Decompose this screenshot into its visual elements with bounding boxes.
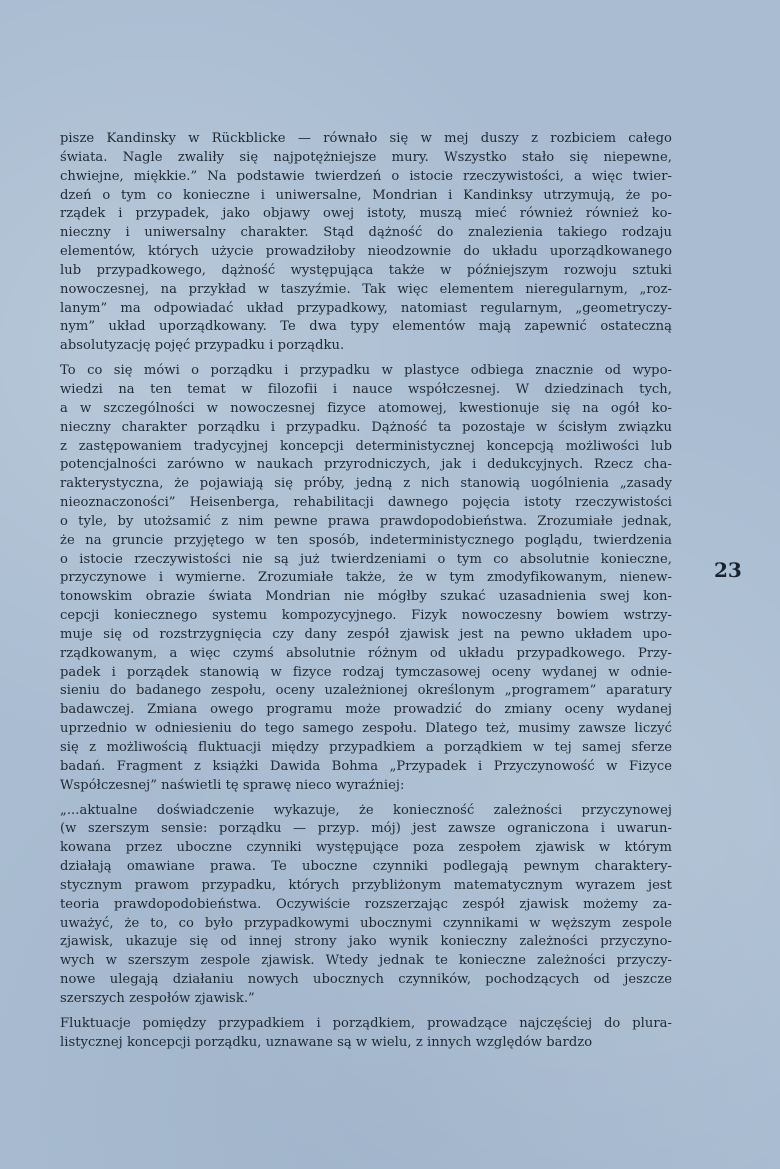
text-line: uważyć, że to, co było przypadkowymi ubocznymi czynnikami w węższym zespole (60, 915, 672, 931)
text-line: lub przypadkowego, dążność występująca także w późniejszym rozwoju sztuki (60, 262, 672, 278)
text-line: „...aktualne doświadczenie wykazuje, że konieczność zależności przyczynowej (60, 802, 672, 818)
text-line: przyczynowe i wymierne. Zrozumiałe także, że w tym zmodyfikowanym, nienew- (60, 570, 672, 586)
text-line: chwiejne, miękkie.” Na podstawie twierdzeń o istocie rzeczywistości, a więc twier- (60, 168, 672, 184)
paragraph (60, 1015, 672, 1053)
paragraph (60, 130, 672, 356)
text-line: padek i porządek stanowią w fizyce rodzaj tymczasowej oceny wydanej w odnie- (60, 664, 672, 680)
text-line: nieoznaczoności” Heisenberga, rehabilitacji dawnego pojęcia istoty rzeczywistości (60, 495, 672, 511)
text-line: listycznej koncepcji porządku, uznawane są w wielu, z innych względów bardzo (60, 1034, 593, 1050)
paragraph (60, 362, 672, 795)
text-line: badawczej. Zmiana owego programu może prowadzić do zmiany oceny wydanej (60, 702, 672, 718)
text-line: absolutyzację pojęć przypadku i porządku. (60, 338, 345, 354)
text-line: rakterystyczna, że pojawiają się próby, jedną z nich stanowią uogólnienia „zasady (60, 476, 672, 492)
body-text (60, 130, 672, 1053)
text-line: o tyle, by utożsamić z nim pewne prawa prawdopodobieństwa. Zrozumiałe jednak, (60, 513, 672, 529)
text-line: o istocie rzeczywistości nie są już twierdzeniami o tym co absolutnie konieczne, (60, 551, 672, 567)
text-line: (w szerszym sensie: porządku — przyp. mój) jest zawsze ograniczona i uwarun- (60, 821, 672, 837)
text-line: działają omawiane prawa. Te uboczne czynniki podlegają pewnym charaktery- (60, 859, 672, 875)
text-line: szerszych zespołów zjawisk.” (60, 990, 255, 1006)
text-line: Fluktuacje pomiędzy przypadkiem i porządkiem, prowadzące najczęściej do plura- (60, 1015, 672, 1031)
text-line: badań. Fragment z książki Dawida Bohma „Przypadek i Przyczynowość w Fizyce (60, 758, 672, 774)
text-line: nym” układ uporządkowany. Te dwa typy elementów mają zapewnić ostateczną (60, 319, 672, 335)
text-line: Współczesnej” naświetli tę sprawę nieco wyraźniej: (60, 777, 405, 793)
text-line: potencjalności zarówno w naukach przyrodniczych, jak i dedukcyjnych. Rzecz cha- (60, 457, 672, 473)
text-line: tonowskim obrazie świata Mondrian nie mógłby szukać uzasadnienia swej kon- (60, 589, 672, 605)
text-line: uprzednio w odniesieniu do tego samego zespołu. Dlatego też, musimy zawsze liczyć (60, 721, 672, 737)
text-line: się z możliwością fluktuacji między przypadkiem a porządkiem w tej samej sferze (60, 740, 672, 755)
text-line: wiedzi na ten temat w filozofii i nauce współczesnej. W dziedzinach tych, (60, 381, 672, 397)
text-line: To co się mówi o porządku i przypadku w plastyce odbiega znacznie od wypo- (60, 363, 672, 379)
text-line: lanym” ma odpowiadać układ przypadkowy, natomiast regularnym, „geometryczy- (60, 300, 672, 316)
text-line: stycznym prawom przypadku, których przybliżonym matematycznym wyrazem jest (60, 877, 672, 893)
text-line: nowoczesnej, na przykład w taszyźmie. Tak więc elementem nieregularnym, „roz- (60, 281, 672, 297)
page-number: 23 (714, 558, 742, 582)
text-line: teoria prawdopodobieństwa. Oczywiście rozszerzając zespół zjawisk możemy za- (60, 896, 672, 912)
text-line: z zastępowaniem tradycyjnej koncepcji deterministycznej koncepcją możliwości lub (60, 438, 672, 454)
text-line: kowana przez uboczne czynniki występujące poza zespołem zjawisk w którym (60, 840, 672, 856)
text-line: sieniu do badanego zespołu, oceny uzależnionej określonym „programem” aparatury (60, 683, 672, 699)
text-line: a w szczególności w nowoczesnej fizyce atomowej, kwestionuje się na ogół ko- (60, 400, 672, 416)
text-line: zjawisk, ukazuje się od innej strony jako wynik konieczny zależności przyczyno- (60, 934, 672, 950)
text-line: elementów, których użycie prowadziłoby nieodzownie do układu uporządkowanego (60, 244, 672, 260)
text-line: muje się od rozstrzygnięcia czy dany zespół zjawisk jest na pewno układem upo- (60, 626, 672, 642)
text-line: cepcji koniecznego systemu kompozycyjnego. Fizyk nowoczesny bowiem wstrzy- (60, 608, 672, 624)
text-line: dzeń o tym co konieczne i uniwersalne, Mondrian i Kandinksy utrzymują, że po- (60, 187, 672, 203)
text-line: świata. Nagle zwaliły się najpotężniejsze mury. Wszystko stało się niepewne, (60, 149, 672, 165)
text-line: nowe ulegają działaniu nowych ubocznych czynników, pochodzących od jeszcze (60, 972, 672, 988)
paragraph (60, 802, 672, 1009)
text-line: nieczny charakter porządku i przypadku. Dążność ta pozostaje w ścisłym związku (60, 419, 672, 435)
text-line: pisze Kandinsky w Rückblicke — równało się w mej duszy z rozbiciem całego (60, 131, 672, 146)
text-line: rządkowanym, a więc czymś absolutnie różnym od układu przypadkowego. Przy- (60, 645, 672, 661)
text-line: rządek i przypadek, jako objawy owej istoty, muszą mieć również również ko- (60, 206, 672, 222)
text-line: nieczny i uniwersalny charakter. Stąd dążność do znalezienia takiego rodzaju (60, 225, 672, 241)
text-line: wych w szerszym zespole zjawisk. Wtedy jednak te konieczne zależności przyczy- (60, 953, 672, 969)
text-line: że na gruncie przyjętego w ten sposób, indeterministycznego poglądu, twierdzenia (60, 532, 672, 548)
